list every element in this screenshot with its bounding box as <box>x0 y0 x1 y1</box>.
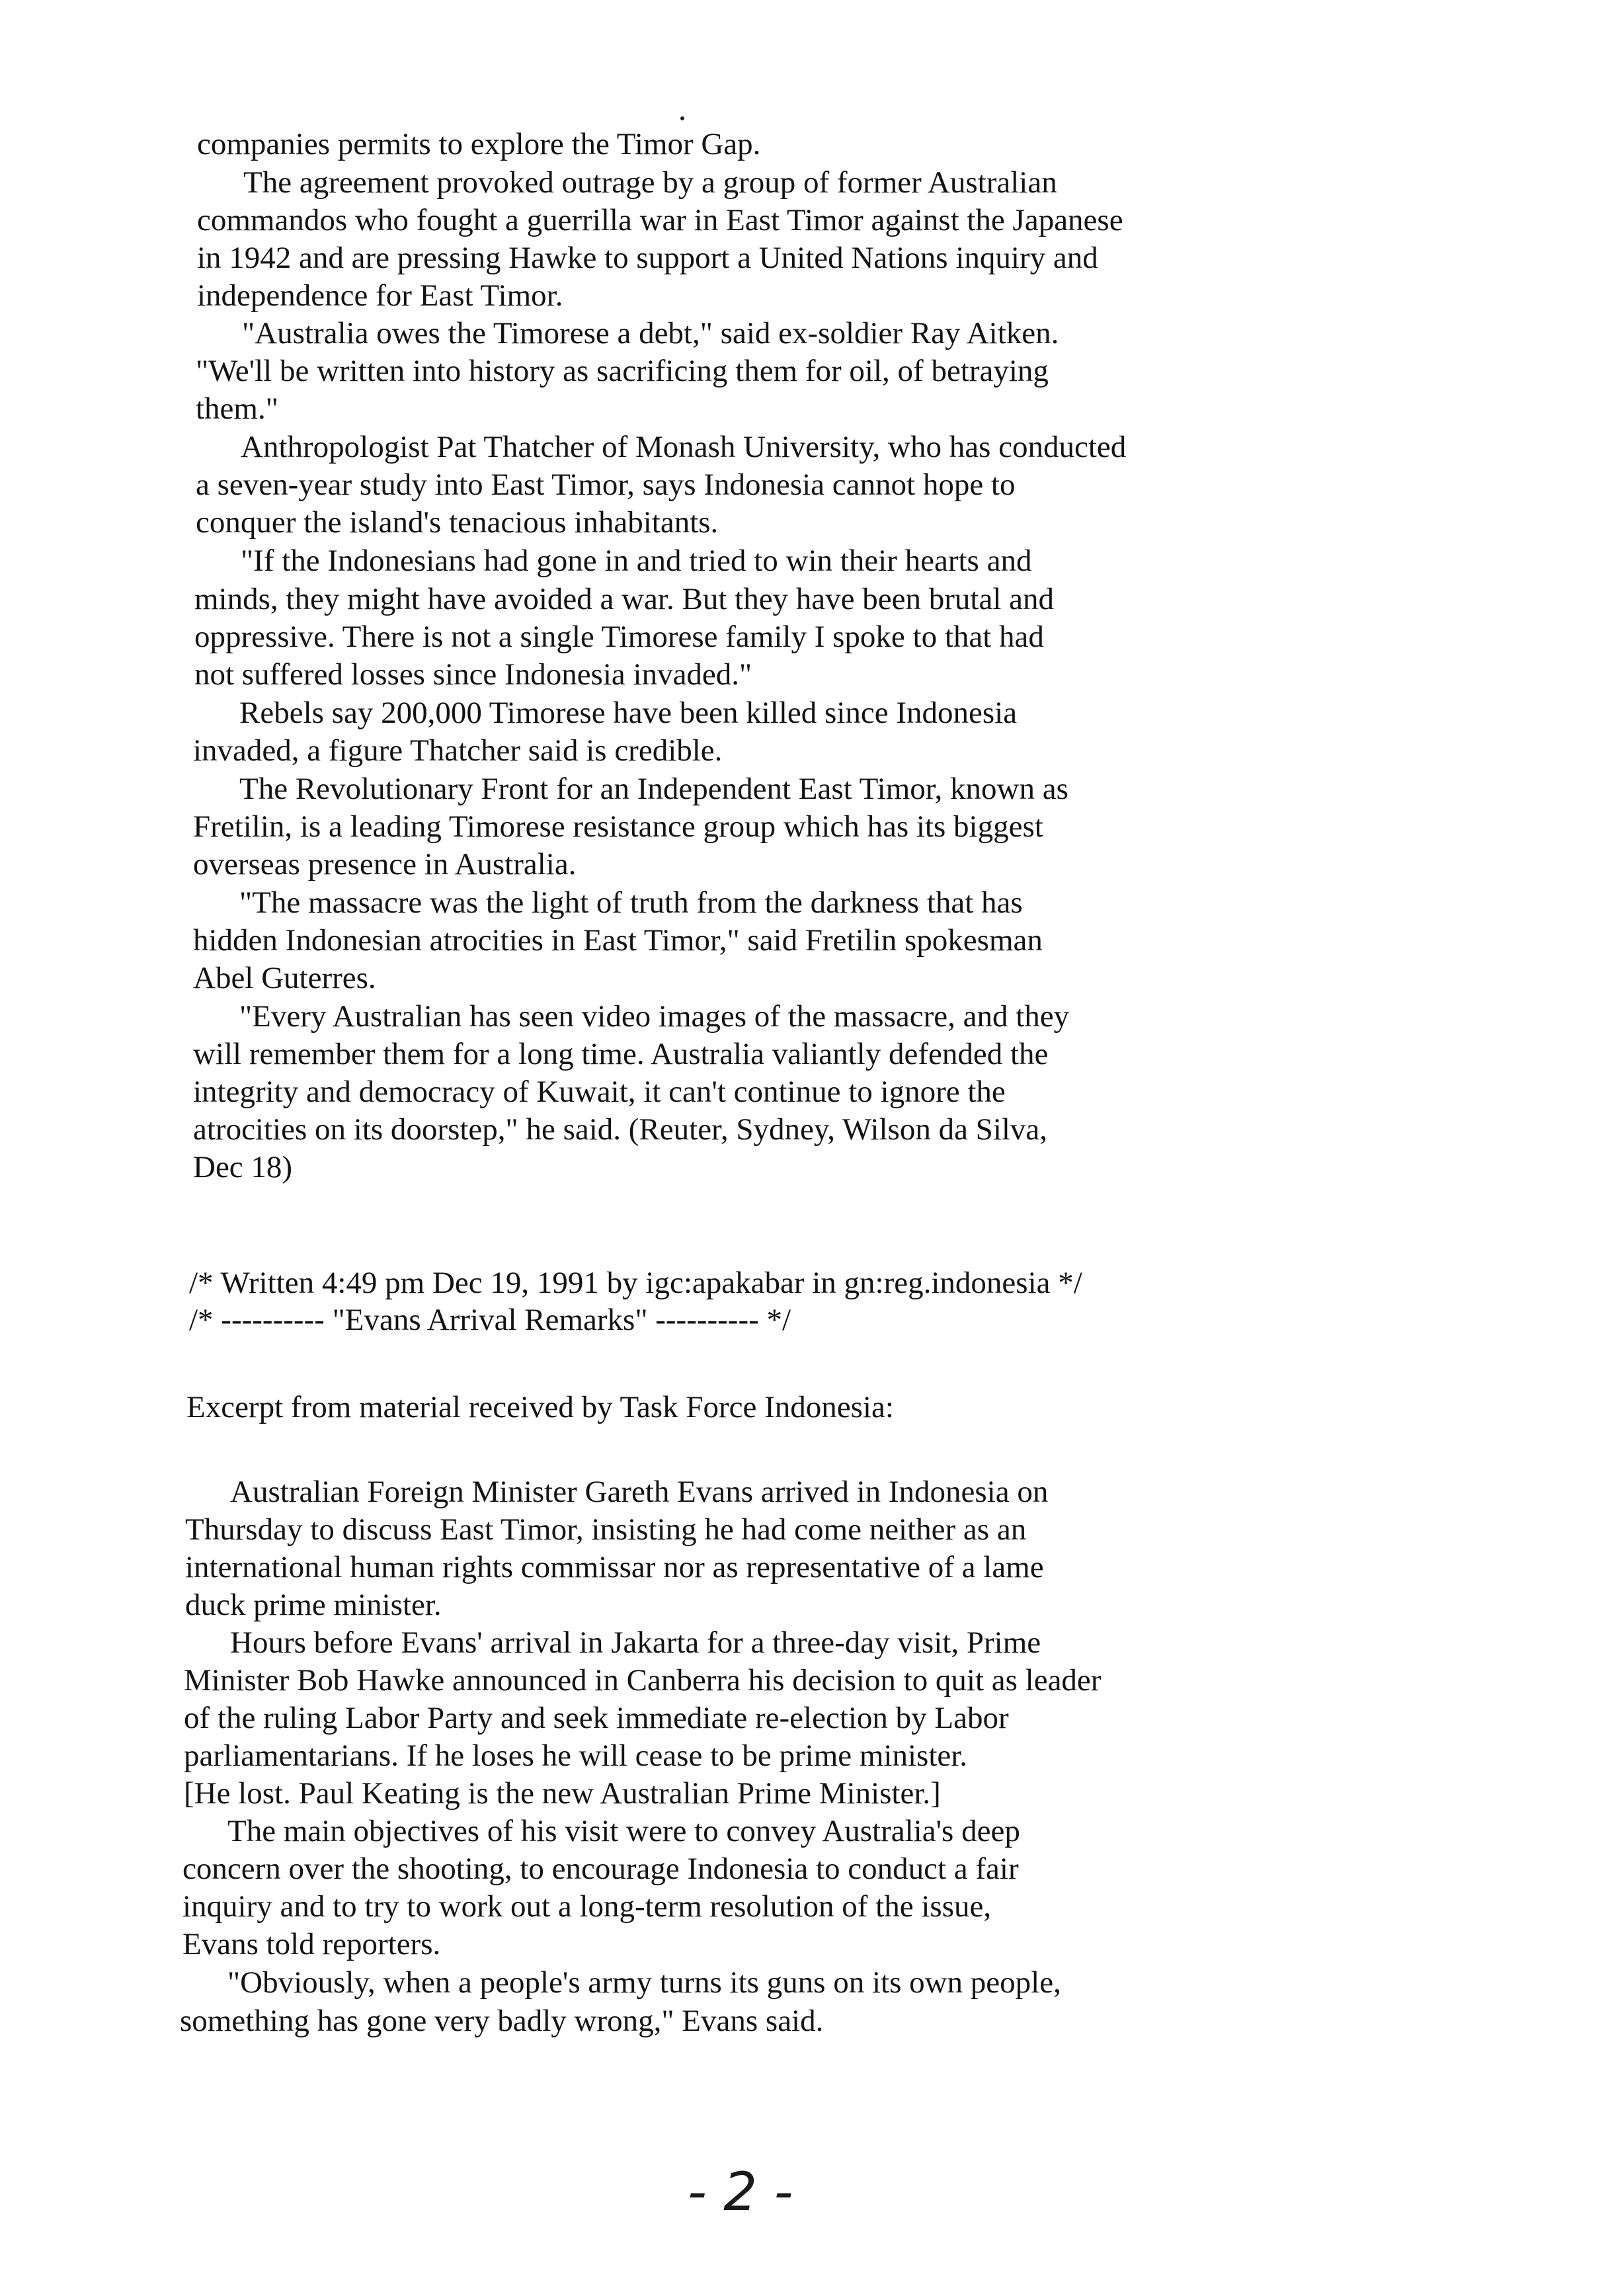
text-line: "If the Indonesians had gone in and tried to win their hearts and <box>241 544 1032 578</box>
text-line: overseas presence in Australia. <box>193 847 577 882</box>
text-line: international human rights commissar nor as representative of a lame <box>185 1550 1044 1584</box>
text-line: Abel Guterres. <box>193 961 376 995</box>
text-line: [He lost. Paul Keating is the new Australian Prime Minister.] <box>184 1776 941 1811</box>
page-number: - 2 - <box>688 2161 793 2223</box>
text-line: "Australia owes the Timorese a debt," said ex-soldier Ray Aitken. <box>242 316 1059 350</box>
text-line: "We'll be written into history as sacrificing them for oil, of betraying <box>196 354 1049 388</box>
text-line: The agreement provoked outrage by a group of former Australian <box>243 165 1057 200</box>
text-line: invaded, a figure Thatcher said is credible. <box>193 733 723 768</box>
text-line: not suffered losses since Indonesia invaded." <box>194 657 752 692</box>
text-line: atrocities on its doorstep," he said. (Reuter, Sydney, Wilson da Silva, <box>193 1112 1048 1147</box>
text-line: will remember them for a long time. Australia valiantly defended the <box>193 1037 1049 1071</box>
text-line: The Revolutionary Front for an Independent East Timor, known as <box>239 772 1068 806</box>
text-line: duck prime minister. <box>185 1588 442 1622</box>
text-line: Minister Bob Hawke announced in Canberra his decision to quit as leader <box>184 1663 1102 1698</box>
text-line: "Obviously, when a people's army turns its guns on its own people, <box>227 1965 1061 2000</box>
text-line: conquer the island's tenacious inhabitants. <box>196 505 719 540</box>
text-line: in 1942 and are pressing Hawke to support a United Nations inquiry and <box>197 241 1098 275</box>
text-line: hidden Indonesian atrocities in East Timor," said Fretilin spokesman <box>193 923 1043 958</box>
text-line: commandos who fought a guerrilla war in East Timor against the Japanese <box>197 203 1123 237</box>
text-line: Dec 18) <box>193 1150 293 1184</box>
text-line: parliamentarians. If he loses he will cease to be prime minister. <box>184 1739 968 1773</box>
text-line: oppressive. There is not a single Timorese family I spoke to that had <box>194 620 1044 654</box>
text-line: independence for East Timor. <box>197 278 563 313</box>
text-line: something has gone very badly wrong," Evans said. <box>180 2004 824 2038</box>
text-line: minds, they might have avoided a war. But they have been brutal and <box>194 582 1054 616</box>
text-line: of the ruling Labor Party and seek immediate re-election by Labor <box>184 1701 1009 1735</box>
text-line: Evans told reporters. <box>182 1927 441 1961</box>
text-line: Anthropologist Pat Thatcher of Monash University, who has conducted <box>241 430 1127 464</box>
text-line: them." <box>196 391 278 426</box>
text-line: inquiry and to try to work out a long-term resolution of the issue, <box>182 1889 992 1924</box>
title-line: /* ---------- "Evans Arrival Remarks" ---------- */ <box>189 1303 791 1337</box>
text-line: companies permits to explore the Timor Gap. <box>197 127 761 161</box>
text-line: Fretilin, is a leading Timorese resistance group which has its biggest <box>193 809 1043 844</box>
text-line: "The massacre was the light of truth from the darkness that has <box>239 885 1023 920</box>
text-line: a seven-year study into East Timor, says Indonesia cannot hope to <box>196 468 1016 502</box>
text-line: integrity and democracy of Kuwait, it can't continue to ignore the <box>193 1075 1006 1109</box>
text-line: The main objectives of his visit were to convey Australia's deep <box>227 1814 1020 1848</box>
text-line: "Every Australian has seen video images of the massacre, and they <box>239 999 1070 1034</box>
text-line: Australian Foreign Minister Gareth Evans arrived in Indonesia on <box>230 1475 1049 1509</box>
excerpt-intro: Excerpt from material received by Task Force Indonesia: <box>186 1390 894 1424</box>
text-line: Hours before Evans' arrival in Jakarta for a three-day visit, Prime <box>230 1625 1041 1660</box>
written-line: /* Written 4:49 pm Dec 19, 1991 by igc:apakabar in gn:reg.indonesia */ <box>189 1266 1082 1300</box>
text-line: Thursday to discuss East Timor, insisting he had come neither as an <box>185 1512 1027 1547</box>
text-line: concern over the shooting, to encourage Indonesia to conduct a fair <box>182 1852 1019 1886</box>
stray-ink-mark <box>680 116 684 120</box>
text-line: Rebels say 200,000 Timorese have been killed since Indonesia <box>239 696 1018 730</box>
